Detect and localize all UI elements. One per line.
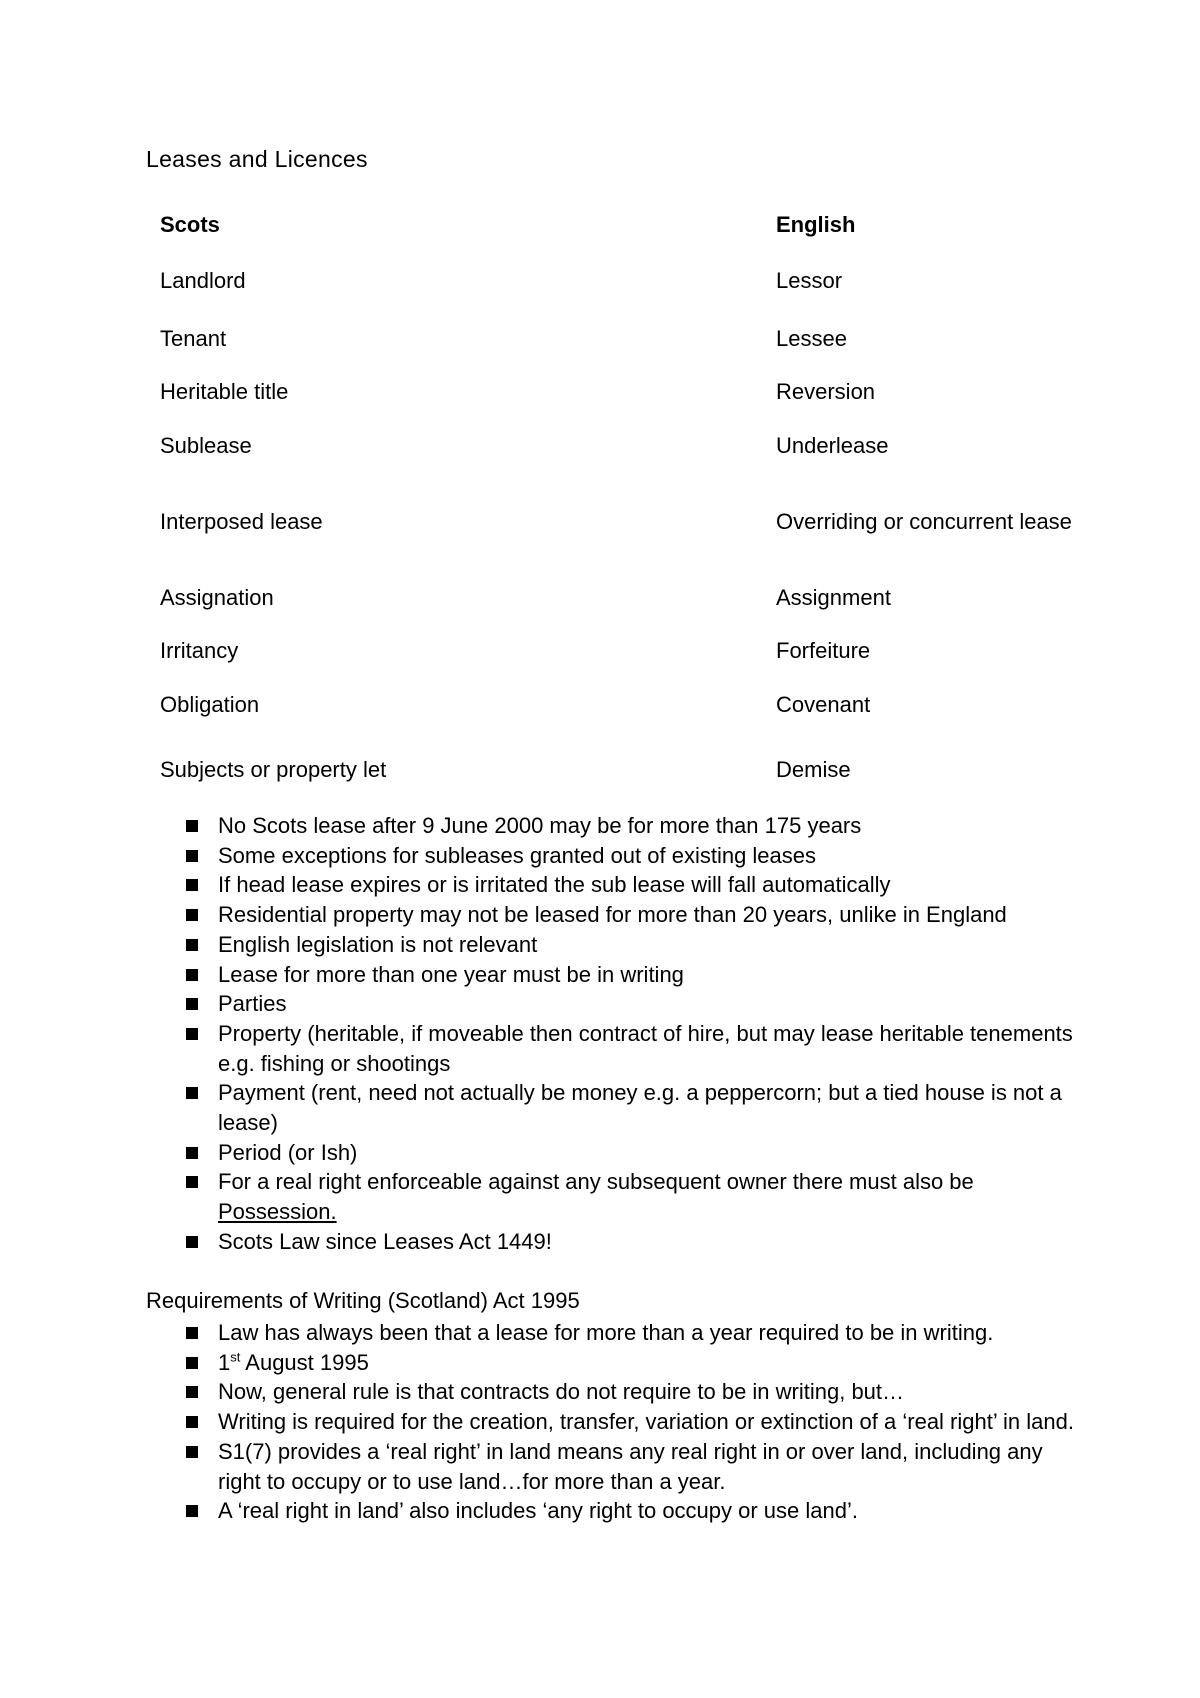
bullet-square-icon <box>186 939 198 951</box>
list-item: Scots Law since Leases Act 1449! <box>186 1227 1086 1257</box>
column-header-english: English <box>776 212 856 237</box>
scots-term: Interposed lease <box>160 509 323 534</box>
bullet-square-icon <box>186 1327 198 1339</box>
english-term: Demise <box>776 757 851 782</box>
english-term: Lessor <box>776 268 843 293</box>
bullet-square-icon <box>186 1357 198 1369</box>
list-item: A ‘real right in land’ also includes ‘any right to occupy or use land’. <box>186 1496 1086 1526</box>
column-header-scots: Scots <box>160 212 220 237</box>
list-item: Property (heritable, if moveable then contract of hire, but may lease heritable tenements e.g. fishing or shootings <box>186 1019 1086 1078</box>
english-term: Forfeiture <box>776 638 871 663</box>
bullet-square-icon <box>186 969 198 981</box>
bullet-square-icon <box>186 1416 198 1428</box>
list-item: If head lease expires or is irritated the sub lease will fall automatically <box>186 870 1086 900</box>
bullet-square-icon <box>186 879 198 891</box>
scots-term: Subjects or property let <box>160 757 387 782</box>
english-term: Reversion <box>776 379 876 404</box>
list-item: S1(7) provides a ‘real right’ in land means any real right in or over land, including any right to occupy or to use land…for more than a year. <box>186 1437 1086 1496</box>
bullet-square-icon <box>186 850 198 862</box>
bullet-square-icon <box>186 909 198 921</box>
list-item: For a real right enforceable against any subsequent owner there must also be Possession. <box>186 1167 1086 1226</box>
writing-requirements-list <box>186 1318 1086 1526</box>
english-term: Assignment <box>776 585 891 610</box>
scots-term: Tenant <box>160 326 227 351</box>
page-title: Leases and Licences <box>146 146 368 172</box>
list-item: Writing is required for the creation, transfer, variation or extinction of a ‘real right’ in land. <box>186 1407 1086 1437</box>
scots-term: Heritable title <box>160 379 289 404</box>
bullet-square-icon <box>186 1446 198 1458</box>
list-item: English legislation is not relevant <box>186 930 1086 960</box>
list-item: Residential property may not be leased for more than 20 years, unlike in England <box>186 900 1086 930</box>
bullet-square-icon <box>186 820 198 832</box>
list-item: No Scots lease after 9 June 2000 may be for more than 175 years <box>186 811 1086 841</box>
english-term: Underlease <box>776 433 889 458</box>
list-item: Period (or Ish) <box>186 1138 1086 1168</box>
bullet-square-icon <box>186 1386 198 1398</box>
list-item: Law has always been that a lease for more than a year required to be in writing. <box>186 1318 1086 1348</box>
bullet-square-icon <box>186 1176 198 1188</box>
scots-term: Obligation <box>160 692 260 717</box>
bullet-square-icon <box>186 1236 198 1248</box>
english-term: Covenant <box>776 692 871 717</box>
scots-term: Assignation <box>160 585 274 610</box>
list-item: Now, general rule is that contracts do not require to be in writing, but… <box>186 1377 1086 1407</box>
bullet-square-icon <box>186 998 198 1010</box>
bullet-square-icon <box>186 1087 198 1099</box>
section-heading: Requirements of Writing (Scotland) Act 1995 <box>146 1288 580 1313</box>
list-item: Parties <box>186 989 1086 1019</box>
list-item: Lease for more than one year must be in writing <box>186 960 1086 990</box>
lease-rules-list <box>186 811 1086 1257</box>
bullet-square-icon <box>186 1028 198 1040</box>
possession-text: Possession. <box>218 1199 337 1225</box>
english-term: Lessee <box>776 326 847 351</box>
list-item: 1st August 1995 <box>186 1348 1086 1378</box>
scots-term: Landlord <box>160 268 246 293</box>
list-item: Some exceptions for subleases granted out of existing leases <box>186 841 1086 871</box>
list-item: Payment (rent, need not actually be money e.g. a peppercorn; but a tied house is not a lease) <box>186 1078 1086 1137</box>
scots-term: Irritancy <box>160 638 239 663</box>
english-term: Overriding or concurrent lease <box>776 509 1072 534</box>
bullet-square-icon <box>186 1147 198 1159</box>
bullet-square-icon <box>186 1505 198 1517</box>
scots-term: Sublease <box>160 433 252 458</box>
